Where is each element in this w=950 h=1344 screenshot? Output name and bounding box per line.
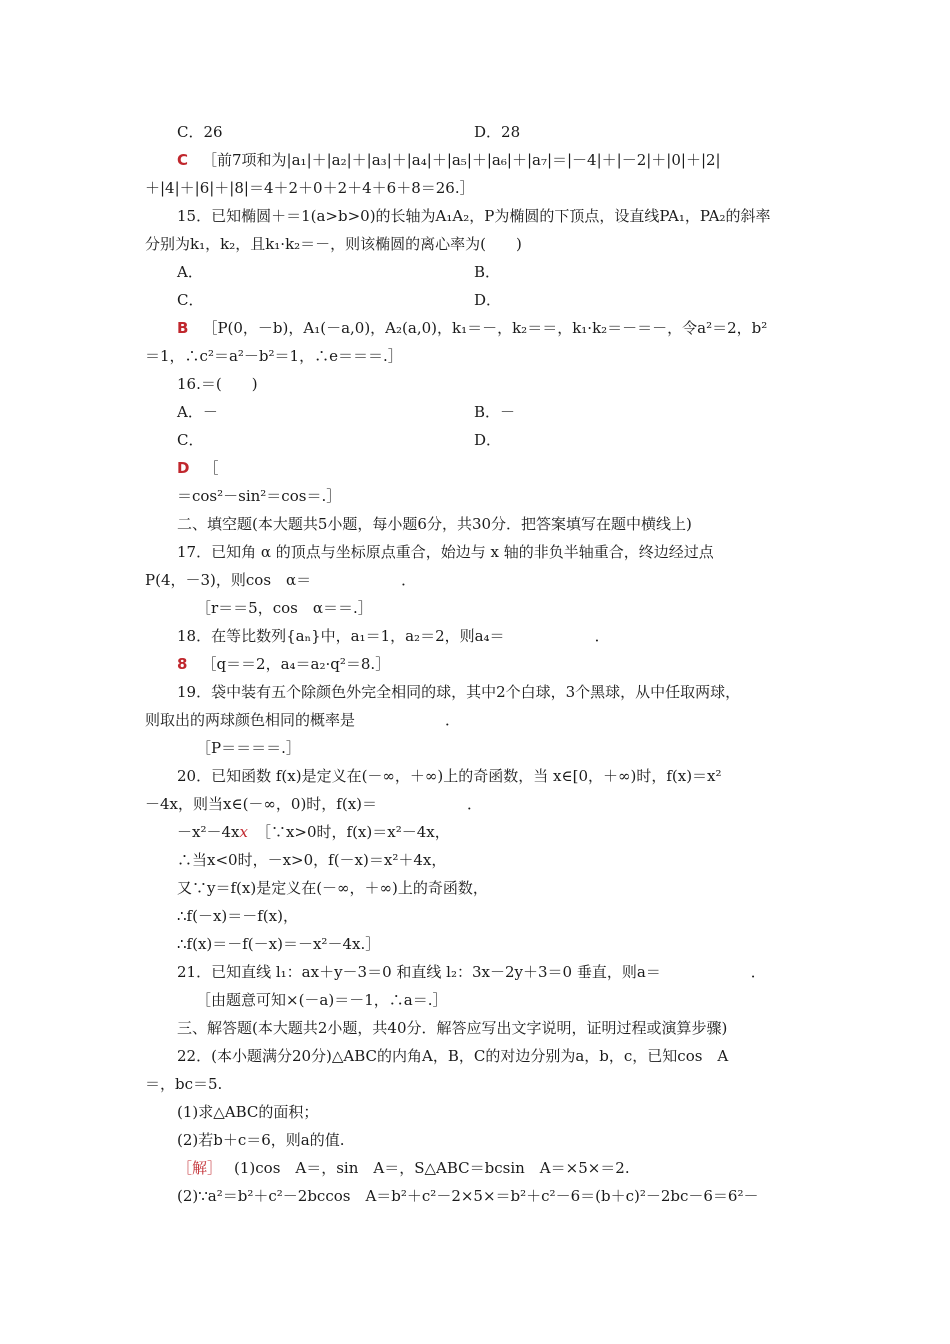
- text-line: 则取出的两球颜色相同的概率是 ．: [145, 711, 461, 729]
- section-heading: 二、填空题(本大题共5小题，每小题6分，共30分．把答案填写在题中横线上): [177, 515, 692, 533]
- question-16: 16.＝( ): [177, 375, 258, 393]
- question-18: 18．在等比数列{aₙ}中，a₁＝1，a₂＝2，则a₄＝ ．: [177, 627, 610, 645]
- option-a: A．: [177, 263, 203, 281]
- text-line: ＝，bc＝5.: [145, 1075, 223, 1093]
- answer-mark: ［解］: [177, 1159, 223, 1177]
- option-a: A．－: [177, 403, 218, 421]
- question-21: 21．已知直线 l₁：ax＋y－3＝0 和直线 l₂：3x－2y＋3＝0 垂直，则a＝ ．: [177, 963, 766, 981]
- solution-line: ［r＝＝5，cos α＝＝.］: [196, 599, 373, 617]
- solution-line: ∴f(－x)＝－f(x)，: [177, 907, 298, 925]
- text-line: ＋|4|＋|6|＋|8|＝4＋2＋0＋2＋4＋6＋8＝26.］: [145, 179, 475, 197]
- section-heading: 三、解答题(本大题共2小题，共40分．解答应写出文字说明，证明过程或演算步骤): [177, 1019, 728, 1037]
- question-19: 19．袋中装有五个除颜色外完全相同的球，其中2个白球，3个黑球，从中任取两球，: [177, 683, 741, 701]
- answer-mark: B: [177, 319, 189, 337]
- text-line: ＝1，∴c²＝a²－b²＝1，∴e＝＝＝.］: [145, 347, 403, 365]
- question-15: 15．已知椭圆＋＝1(a>b>0)的长轴为A₁A₂，P为椭圆的下顶点，设直线PA₁，PA₂的斜率: [177, 207, 771, 225]
- solution-line: ［P＝＝＝＝.］: [196, 739, 301, 757]
- option-b: B．－: [474, 403, 516, 421]
- text-line: －4x，则当x∈(－∞，0)时，f(x)＝ ．: [145, 795, 483, 813]
- option-d: D．28: [474, 123, 521, 141]
- text-line: P(4，－3)，则cos α＝ ．: [145, 571, 417, 589]
- option-c: C．26: [177, 123, 223, 141]
- solution-line: ∴f(x)＝－f(－x)＝－x²－4x.］: [177, 935, 381, 953]
- answer-line: 8 ［q＝＝2，a₄＝a₂·q²＝8.］: [177, 655, 391, 673]
- sub-question: (1)求△ABC的面积；: [177, 1103, 319, 1121]
- option-b: B．: [474, 263, 501, 281]
- question-17: 17．已知角 α 的顶点与坐标原点重合，始边与 x 轴的非负半轴重合，终边经过点: [177, 543, 714, 561]
- answer-line: B ［P(0，－b)，A₁(－a,0)，A₂(a,0)，k₁＝－，k₂＝＝，k₁·k₂＝－＝－，令a²＝2，b²: [177, 319, 768, 337]
- answer-mark: 8: [177, 655, 188, 673]
- option-d: D．: [474, 431, 502, 449]
- sub-question: (2)若b＋c＝6，则a的值.: [177, 1131, 345, 1149]
- solution-line: 又∵y＝f(x)是定义在(－∞，＋∞)上的奇函数，: [177, 879, 488, 897]
- answer-mark: D: [177, 459, 190, 477]
- solution-line: ［由题意可知×(－a)＝－1，∴a＝.］: [196, 991, 448, 1009]
- answer-line: －x²－4xx ［∵x>0时，f(x)＝x²－4x，: [177, 823, 450, 841]
- answer-mark: C: [177, 151, 189, 169]
- option-c: C．: [177, 291, 204, 309]
- question-20: 20．已知函数 f(x)是定义在(－∞，＋∞)上的奇函数，当 x∈[0，＋∞)时，f(x)＝x²: [177, 767, 722, 785]
- question-22: 22．(本小题满分20分)△ABC的内角A，B，C的对边分别为a，b，c，已知cos A: [177, 1047, 729, 1065]
- answer-line: C ［前7项和为|a₁|＋|a₂|＋|a₃|＋|a₄|＋|a₅|＋|a₆|＋|a₇|＝|－4|＋|－2|＋|0|＋|2|: [177, 151, 721, 169]
- answer-mark: x: [239, 823, 248, 841]
- option-d: D．: [474, 291, 502, 309]
- text-line: ＝cos²－sin²＝cos＝.］: [177, 487, 342, 505]
- solution-line: ［解］ (1)cos A＝，sin A＝，S△ABC＝bcsin A＝×5×＝2.: [177, 1159, 630, 1177]
- solution-line: (2)∵a²＝b²＋c²－2bccos A＝b²＋c²－2×5×＝b²＋c²－6＝(b＋c)²－2bc－6＝6²－: [177, 1187, 759, 1205]
- option-c: C．: [177, 431, 204, 449]
- solution-line: ∴当x<0时，－x>0，f(－x)＝x²＋4x，: [177, 851, 447, 869]
- answer-line: D ［: [177, 459, 219, 477]
- text-line: 分别为k₁，k₂，且k₁·k₂＝－，则该椭圆的离心率为( ): [145, 235, 522, 253]
